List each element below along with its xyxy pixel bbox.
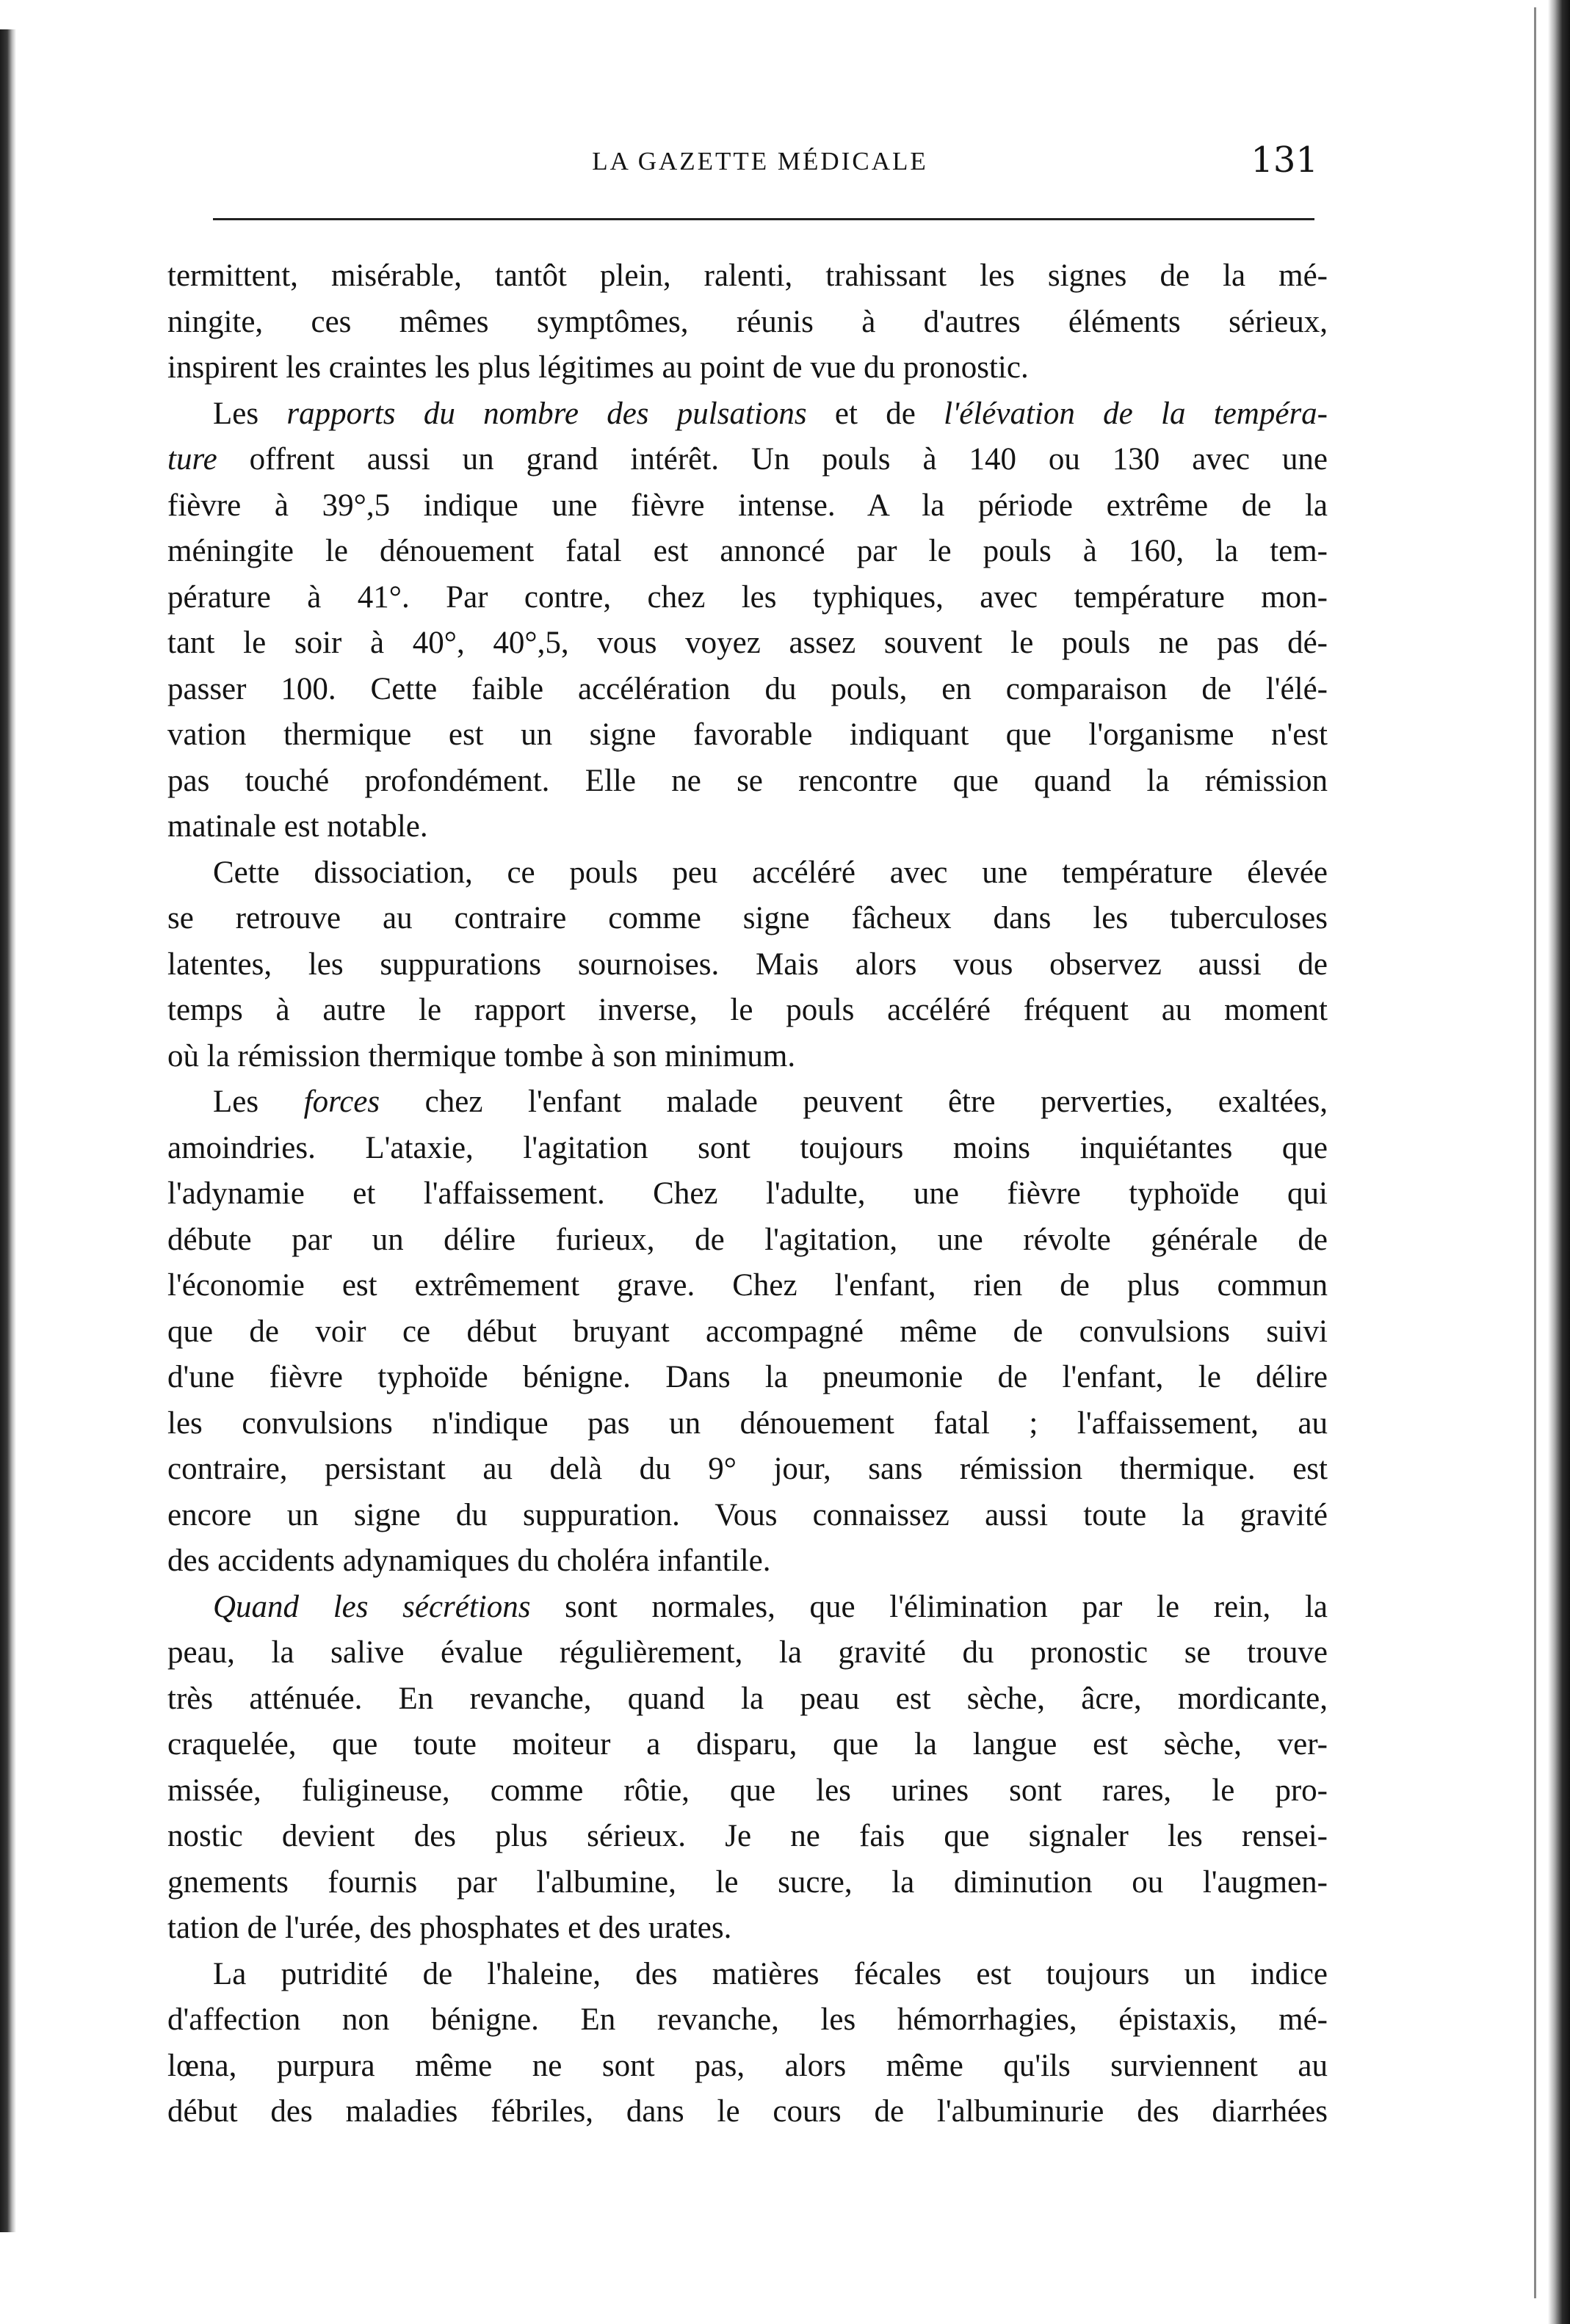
text-line [167, 1447, 1328, 1493]
body-text [167, 253, 1328, 2135]
text-run: méningite le dénouement fatal est annoncé par le pouls à 160, la tem- [167, 534, 1328, 568]
text-line [167, 1171, 1328, 1217]
text-run: nostic devient des plus sérieux. Je ne fais que signaler les rensei- [167, 1819, 1328, 1853]
text-line [167, 1722, 1328, 1768]
text-line [167, 529, 1328, 575]
text-line [167, 712, 1328, 759]
text-line [167, 253, 1328, 300]
text-line [167, 1952, 1328, 1998]
text-line [167, 391, 1328, 438]
text-run: amoindries. L'ataxie, l'agitation sont toujours moins inquiétantes que [167, 1130, 1328, 1165]
text-run: Les [213, 1085, 304, 1119]
text-run: pas touché profondément. Elle ne se rencontre que quand la rémission [167, 763, 1328, 798]
text-run: inspirent les craintes les plus légitimes au point de vue du pronostic. [167, 350, 1029, 385]
text-line [167, 896, 1328, 942]
text-run: missée, fuligineuse, comme rôtie, que les urines sont rares, le pro- [167, 1773, 1328, 1808]
text-line [167, 1263, 1328, 1309]
text-line [167, 942, 1328, 988]
text-line [167, 1309, 1328, 1355]
running-head [202, 140, 1318, 191]
text-run: La putridité de l'haleine, des matières fécales est toujours un indice [213, 1956, 1328, 1991]
text-line [167, 1585, 1328, 1631]
text-line [167, 1630, 1328, 1676]
scan-edge-left [0, 29, 16, 2232]
text-line [167, 1355, 1328, 1401]
text-run: et de [806, 396, 944, 431]
text-run: très atténuée. En revanche, quand la peau est sèche, âcre, mordicante, [167, 1681, 1328, 1716]
text-line [167, 2089, 1328, 2135]
text-run: offrent aussi un grand intérêt. Un pouls à 140 ou 130 avec une [217, 442, 1328, 477]
text-line [167, 1814, 1328, 1860]
text-line [167, 988, 1328, 1034]
text-run: que de voir ce début bruyant accompagné même de convulsions suivi [167, 1314, 1328, 1349]
text-line [167, 1079, 1328, 1126]
text-line [167, 1538, 1328, 1585]
text-run: peau, la salive évalue régulièrement, la gravité du pronostic se trouve [167, 1635, 1328, 1670]
text-line [167, 437, 1328, 483]
text-run: Les [213, 396, 287, 431]
text-run: tant le soir à 40°, 40°,5, vous voyez assez souvent le pouls ne pas dé- [167, 626, 1328, 660]
text-run: sont normales, que l'élimination par le rein, la [530, 1589, 1328, 1624]
scan-edge-right [1548, 0, 1570, 2324]
text-run: passer 100. Cette faible accélération du pouls, en comparaison de l'élé- [167, 671, 1328, 706]
text-run: encore un signe du suppuration. Vous connaissez aussi toute la gravité [167, 1497, 1328, 1532]
text-line [167, 1860, 1328, 1906]
text-run: gnements fournis par l'albumine, le sucre, la diminution ou l'augmen- [167, 1864, 1328, 1900]
text-line [167, 804, 1328, 850]
text-line [167, 1034, 1328, 1080]
text-run: les convulsions n'indique pas un dénouement fatal ; l'affaissement, au [167, 1405, 1328, 1441]
text-run: l'adynamie et l'affaissement. Chez l'adulte, une fièvre typhoïde qui [167, 1176, 1328, 1211]
text-run: d'une fièvre typhoïde bénigne. Dans la pneumonie de l'enfant, le délire [167, 1360, 1328, 1394]
text-line [167, 667, 1328, 713]
text-run: Cette dissociation, ce pouls peu accéléré avec une température élevée [213, 855, 1328, 890]
text-line [167, 759, 1328, 805]
text-line [167, 850, 1328, 897]
text-run: des accidents adynamiques du choléra infantile. [167, 1543, 771, 1578]
text-line [167, 1126, 1328, 1172]
text-line [167, 345, 1328, 391]
italic-run: l'élévation de la tempéra- [944, 396, 1328, 431]
text-run: chez l'enfant malade peuvent être perverties, exaltées, [380, 1085, 1328, 1119]
text-run: vation thermique est un signe favorable indiquant que l'organisme n'est [167, 717, 1328, 752]
text-run: latentes, les suppurations sournoises. Mais alors vous observez aussi de [167, 946, 1328, 982]
text-run: débute par un délire furieux, de l'agitation, une révolte générale de [167, 1222, 1328, 1257]
text-run: craquelée, que toute moiteur a disparu, que la langue est sèche, ver- [167, 1727, 1328, 1762]
text-run: tation de l'urée, des phosphates et des urates. [167, 1911, 732, 1945]
scan-edge-right-line [1534, 7, 1536, 2298]
text-line [167, 1493, 1328, 1539]
text-run: lœna, purpura même ne sont pas, alors même qu'ils surviennent au [167, 2048, 1328, 2083]
text-line [167, 575, 1328, 621]
text-run: contraire, persistant au delà du 9° jour, sans rémission thermique. est [167, 1452, 1328, 1486]
text-run: fièvre à 39°,5 indique une fièvre intense. A la période extrême de la [167, 488, 1328, 523]
text-run: pérature à 41°. Par contre, chez les typhiques, avec température mon- [167, 579, 1328, 615]
text-line [167, 483, 1328, 529]
text-run: se retrouve au contraire comme signe fâcheux dans les tuberculoses [167, 901, 1328, 935]
text-line [167, 1217, 1328, 1264]
text-run: où la rémission thermique tombe à son minimum. [167, 1038, 796, 1074]
text-line [167, 1905, 1328, 1952]
text-line [167, 1768, 1328, 1814]
text-line [167, 1997, 1328, 2044]
text-line [167, 2044, 1328, 2090]
text-run: d'affection non bénigne. En revanche, les hémorrhagies, épistaxis, mé- [167, 2002, 1328, 2037]
italic-run: Quand les sécrétions [213, 1589, 531, 1624]
text-run: temps à autre le rapport inverse, le pouls accéléré fréquent au moment [167, 993, 1328, 1027]
text-run: l'économie est extrêmement grave. Chez l'enfant, rien de plus commun [167, 1268, 1328, 1303]
text-run: début des maladies fébriles, dans le cours de l'albuminurie des diarrhées [167, 2094, 1328, 2129]
page-number: 131 [1251, 140, 1318, 181]
italic-run: ture [167, 442, 217, 477]
text-line [167, 1401, 1328, 1447]
text-run: matinale est notable. [167, 809, 428, 844]
text-line [167, 620, 1328, 667]
text-run: termittent, misérable, tantôt plein, ralenti, trahissant les signes de la mé- [167, 258, 1328, 293]
italic-run: forces [303, 1085, 380, 1119]
header-rule [213, 218, 1314, 220]
running-title: LA GAZETTE MÉDICALE [592, 147, 928, 175]
text-line [167, 1676, 1328, 1723]
text-line [167, 300, 1328, 346]
text-run: ningite, ces mêmes symptômes, réunis à d'autres éléments sérieux, [167, 304, 1328, 339]
italic-run: rapports du nombre des pulsations [286, 396, 807, 431]
